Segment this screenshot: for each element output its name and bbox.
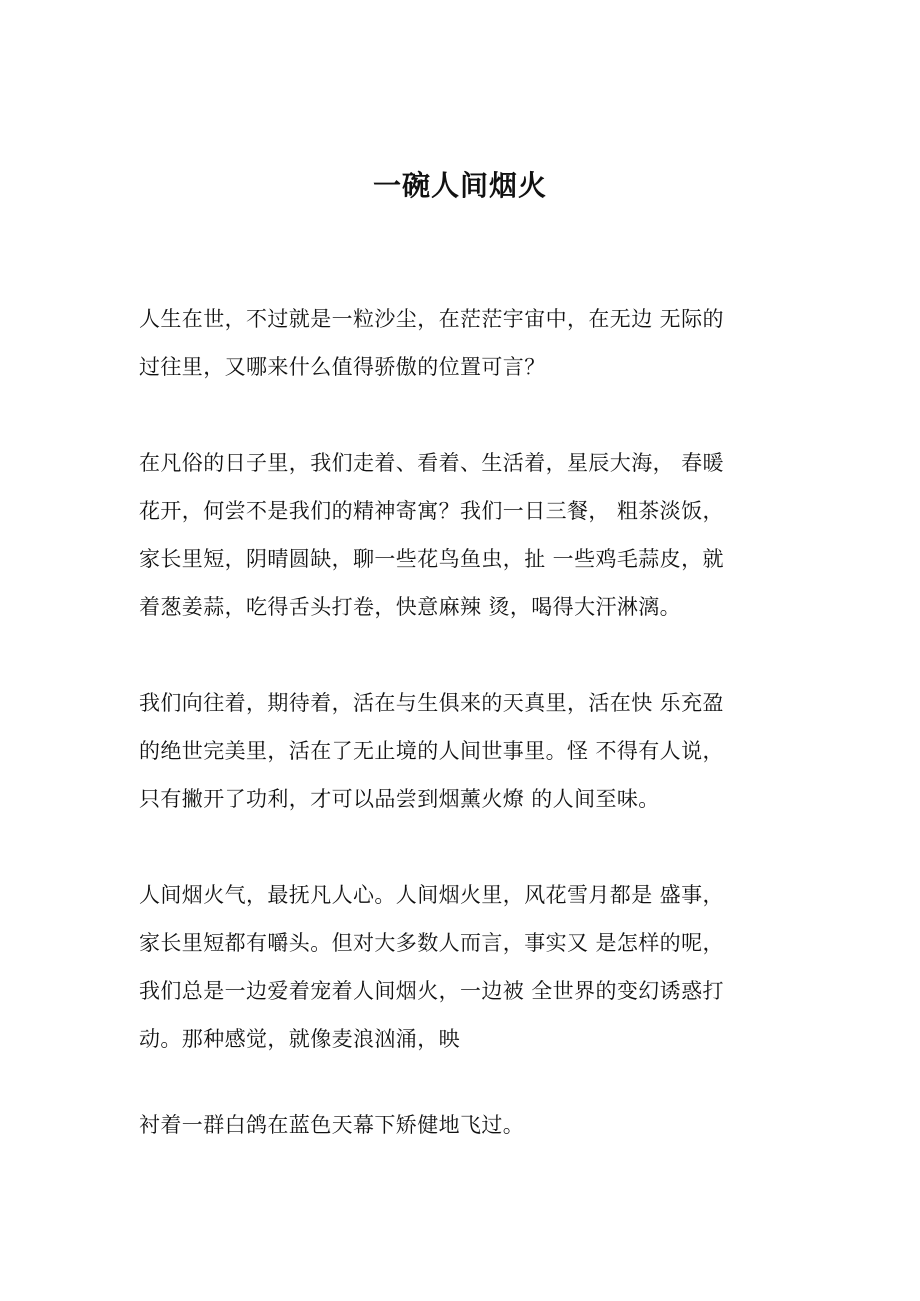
text-line: 的绝世完美里，活在了无止境的人间世事里。怪 不得有人说，	[139, 739, 724, 763]
text-line: 只有撇开了功利，才可以品尝到烟薰火燎 的人间至味。	[139, 787, 660, 811]
document-body	[139, 295, 784, 1197]
text-line: 家长里短，阴晴圆缺，聊一些花鸟鱼虫，扯 一些鸡毛蒜皮，就	[139, 547, 724, 571]
text-line: 在凡俗的日子里，我们走着、看着、生活着，星辰大海， 春暖	[139, 451, 724, 475]
text-line: 动。那种感觉，就像麦浪汹涌，映	[139, 1027, 460, 1051]
paragraph-5	[139, 1101, 784, 1149]
paragraph-1	[139, 295, 784, 391]
text-line: 衬着一群白鸽在蓝色天幕下矫健地飞过。	[139, 1113, 525, 1137]
text-line: 人生在世，不过就是一粒沙尘，在茫茫宇宙中，在无边 无际的	[139, 307, 724, 331]
text-line: 我们总是一边爱着宠着人间烟火，一边被 全世界的变幻诱惑打	[139, 979, 724, 1003]
paragraph-4	[139, 871, 784, 1063]
text-line: 我们向往着，期待着，活在与生俱来的天真里，活在快 乐充盈	[139, 691, 724, 715]
text-line: 花开，何尝不是我们的精神寄寓？我们一日三餐， 粗茶淡饭，	[139, 499, 724, 523]
text-line: 着葱姜蒜，吃得舌头打卷，快意麻辣 烫，喝得大汗淋漓。	[139, 595, 682, 619]
text-line: 家长里短都有嚼头。但对大多数人而言，事实又 是怎样的呢，	[139, 931, 724, 955]
paragraph-2	[139, 439, 784, 631]
text-line: 过往里，又哪来什么值得骄傲的位置可言？	[139, 355, 546, 379]
text-line: 人间烟火气，最抚凡人心。人间烟火里，风花雪月都是 盛事，	[139, 883, 724, 907]
paragraph-3	[139, 679, 784, 823]
document-title: 一碗人间烟火	[372, 169, 547, 202]
